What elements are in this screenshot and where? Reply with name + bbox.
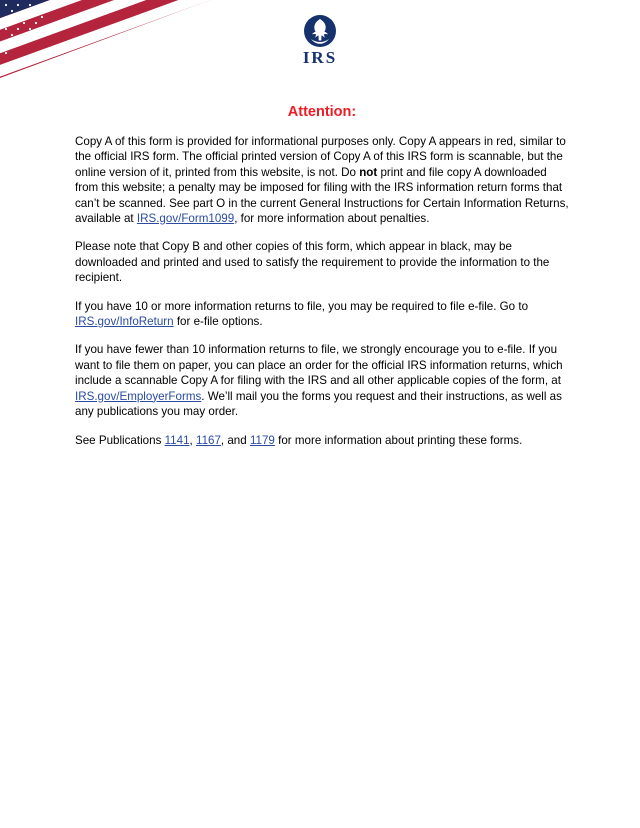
notice-paragraph (75, 433, 569, 448)
body-text: for e-file options. (173, 315, 263, 329)
body-text: , for more information about penalties. (234, 212, 430, 226)
notice-paragraph (75, 299, 569, 330)
irs-logo (0, 14, 640, 67)
body-text: If you have 10 or more information returns to file, you may be required to file e-file. Go to (75, 299, 529, 313)
notice-paragraph (75, 134, 569, 226)
reference-link[interactable]: IRS.gov/InfoReturn (75, 315, 174, 329)
body-text: print and file copy A downloaded from this website; a penalty may be imposed for filing with the IRS information return forms that can’t be scanned. See part O in the current General Instructions for Certain Information Returns, available at (75, 165, 569, 226)
body-text: If you have fewer than 10 information returns to file, we strongly encourage you to e-file. If you want to file them on paper, you can place an order for the official IRS information returns, which include a scannable Copy A for filing with the IRS and all other applicable copies of the form, at (75, 343, 563, 388)
body-text: , (189, 433, 196, 447)
irs-wordmark: IRS (302, 48, 338, 67)
body-text: . We’ll mail you the forms you request and their instructions, as well as any publications you may order. (75, 389, 562, 419)
reference-link[interactable]: 1141 (164, 433, 190, 447)
reference-link[interactable]: 1167 (195, 433, 221, 447)
notice-body (75, 134, 569, 448)
page-title: Attention: (287, 104, 357, 120)
notice-paragraph (75, 342, 569, 419)
body-text: Copy A of this form is provided for informational purposes only. Copy A appears in red, similar to the official IRS form. The official printed version of Copy A of this IRS form is scannable, but the online version of it, printed from this website, is not. Do (75, 135, 566, 179)
body-text: for more information about printing these forms. (274, 433, 523, 447)
attention-notice (75, 104, 569, 448)
body-text: Please note that Copy B and other copies of this form, which appear in black, may be downloaded and printed and used to satisfy the requirement to provide the information to the recipient. (75, 240, 550, 285)
emphasis-text: not (359, 165, 378, 179)
body-text: See Publications (75, 433, 165, 447)
notice-paragraph (75, 239, 569, 285)
reference-link[interactable]: 1179 (249, 433, 275, 447)
reference-link[interactable]: IRS.gov/EmployerForms (75, 389, 202, 403)
reference-link[interactable]: IRS.gov/Form1099 (136, 212, 235, 226)
irs-eagle-icon (303, 14, 337, 48)
body-text: , and (220, 433, 250, 447)
